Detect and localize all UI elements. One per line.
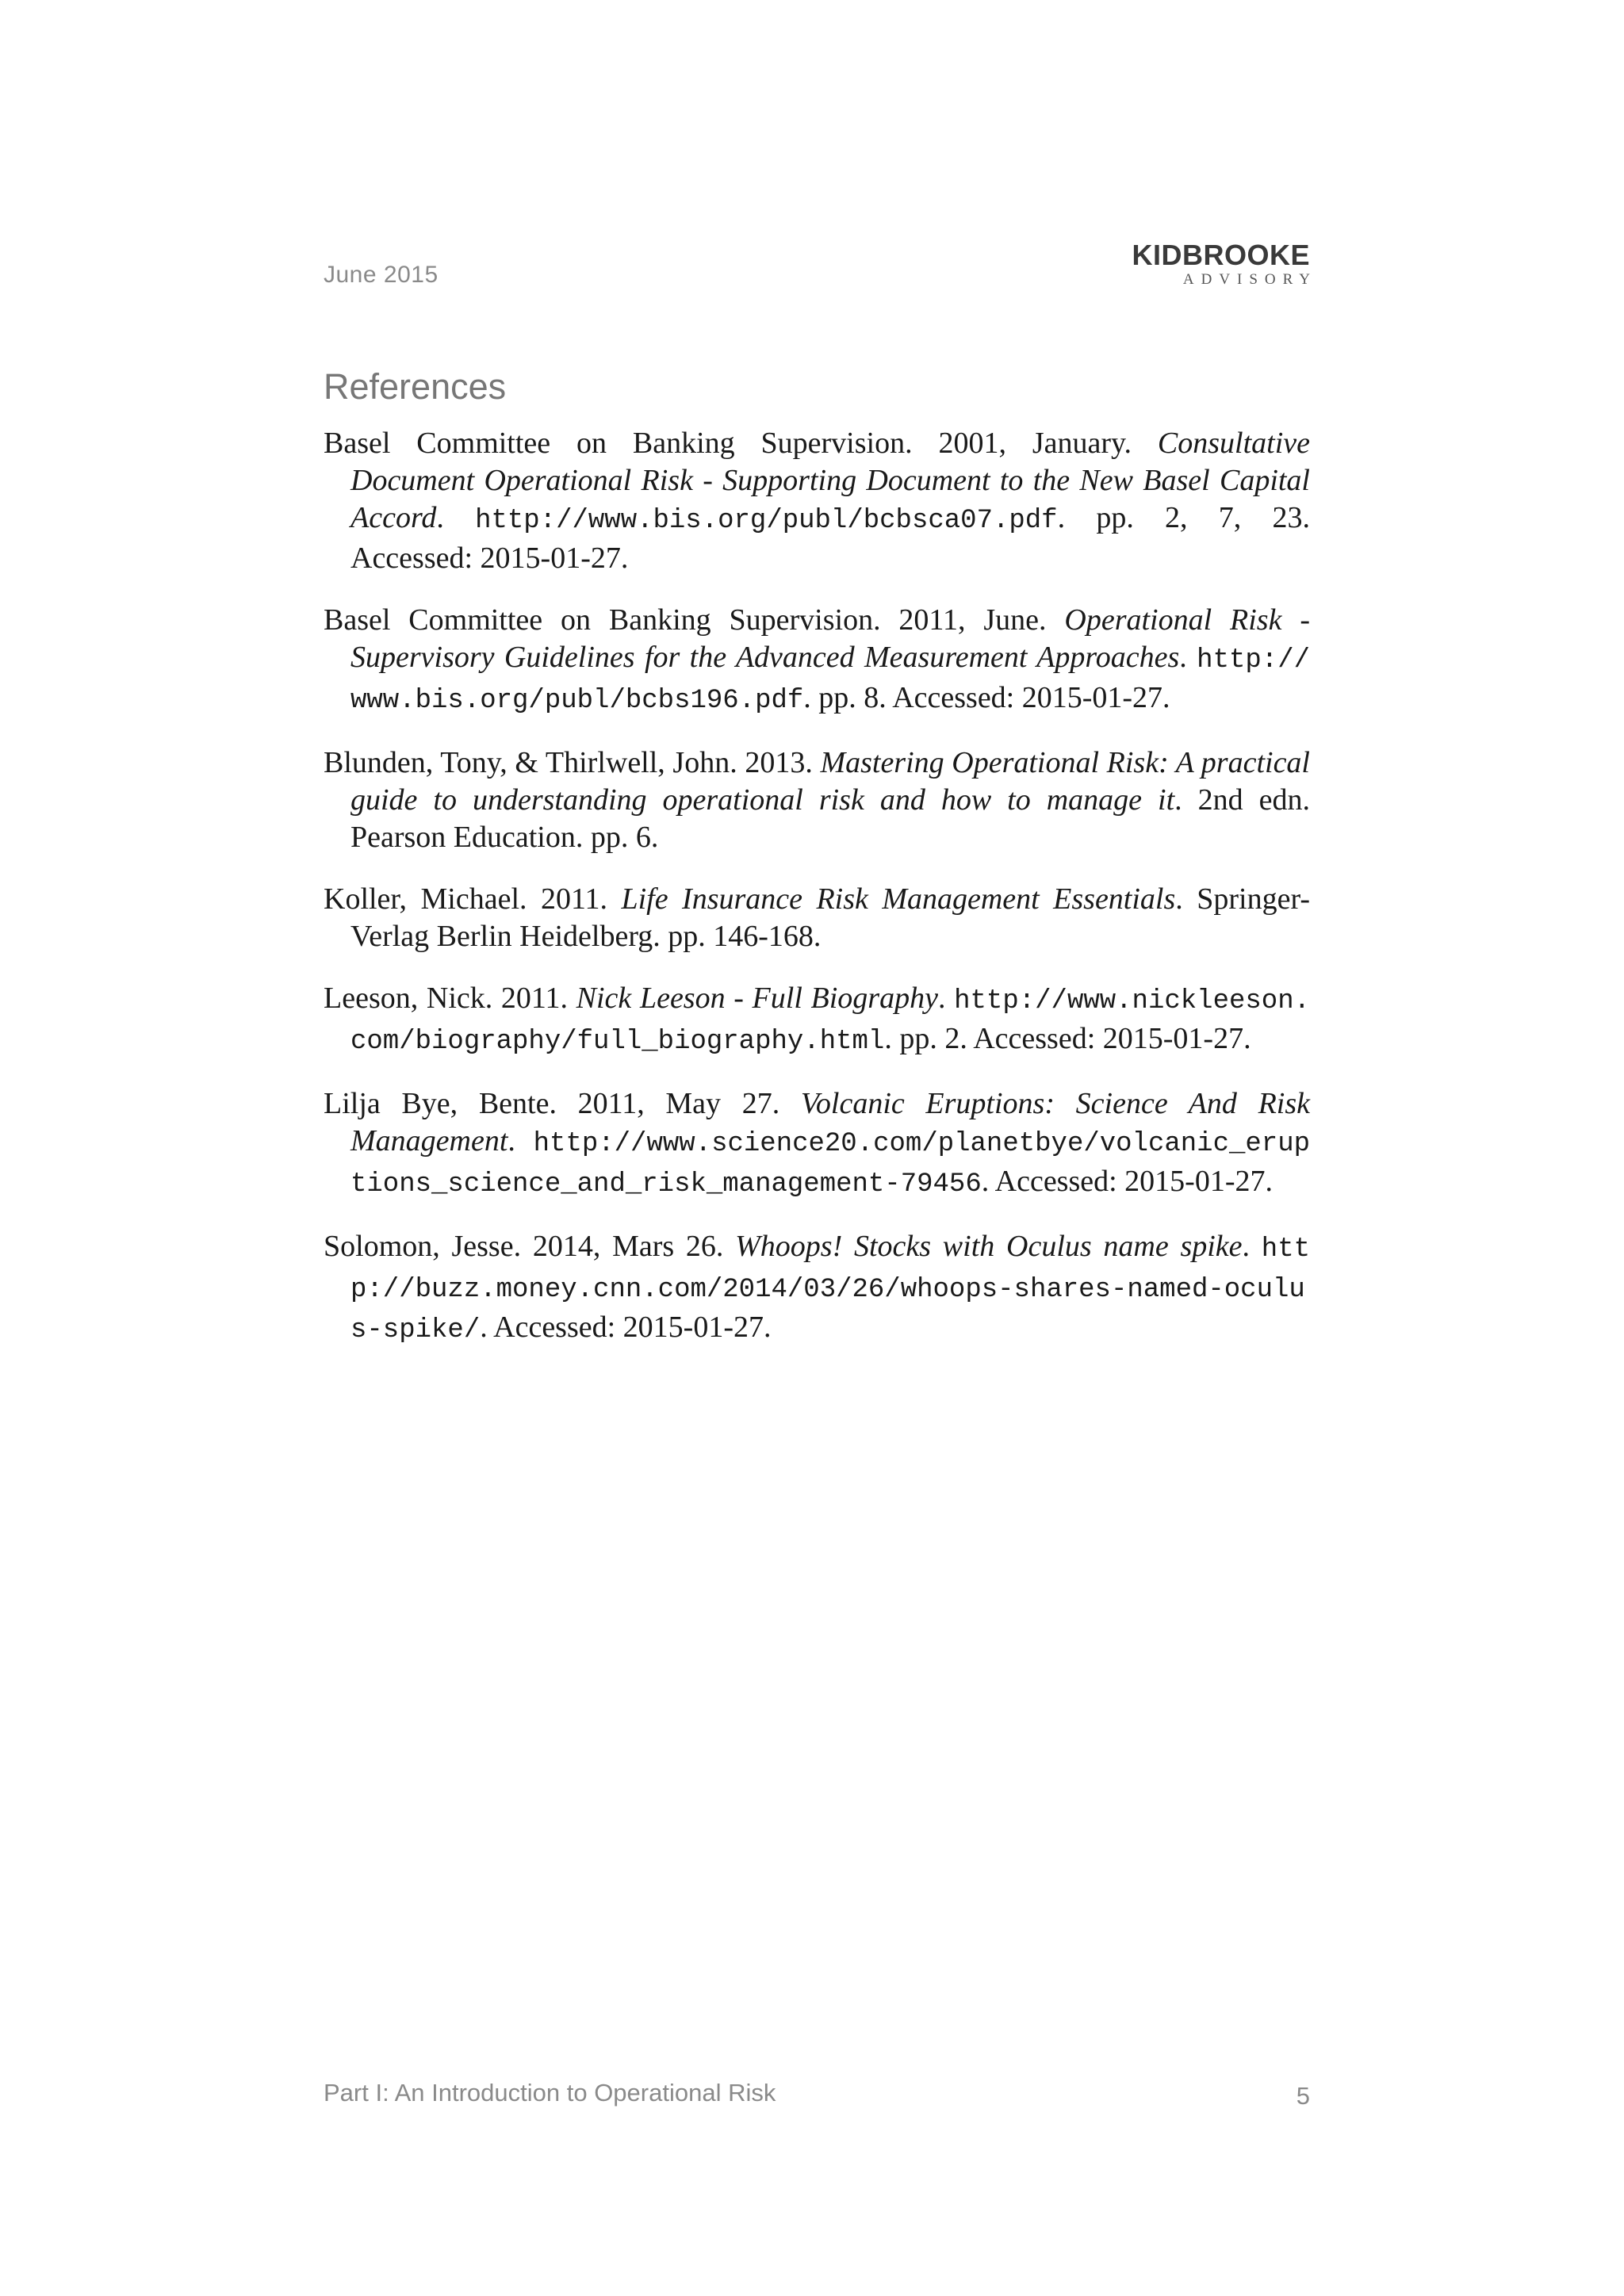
logo-wordmark: KIDBROOKE	[1132, 239, 1310, 271]
reference-title: Nick Leeson - Full Biography	[576, 982, 938, 1015]
reference-lead: Koller, Michael. 2011.	[324, 882, 622, 916]
footer-title: Part I: An Introduction to Operational Risk	[324, 2079, 776, 2107]
section-title: References	[324, 366, 507, 407]
reference-url[interactable]: http://buzz.money.cnn.com/2014/03/26/whoops-shares-named-oculus-spike/	[350, 1234, 1311, 1345]
reference-item	[324, 602, 1310, 720]
reference-lead: Solomon, Jesse. 2014, Mars 26.	[324, 1230, 736, 1263]
reference-tail: . pp. 2, 7, 23. Accessed: 2015-01-27.	[350, 501, 1311, 575]
reference-mid: .	[1242, 1230, 1262, 1263]
reference-url[interactable]: http://www.nickleeson.com/biography/full_biography.html	[350, 986, 1310, 1057]
reference-lead: Leeson, Nick. 2011.	[324, 982, 576, 1015]
reference-url[interactable]: http://www.science20.com/planetbye/volcanic_eruptions_science_and_risk_management-79456	[350, 1129, 1310, 1200]
reference-item	[324, 1228, 1310, 1349]
reference-title: Whoops! Stocks with Oculus name spike	[735, 1230, 1243, 1263]
reference-mid: .	[1179, 641, 1197, 674]
reference-list	[324, 425, 1310, 1374]
reference-item	[324, 1085, 1310, 1203]
reference-tail: . Accessed: 2015-01-27.	[480, 1311, 772, 1344]
reference-lead: Lilja Bye, Bente. 2011, May 27.	[324, 1087, 801, 1120]
header-date: June 2015	[324, 262, 439, 288]
reference-mid: .	[937, 982, 955, 1015]
reference-item	[324, 425, 1310, 577]
reference-title: Volcanic Eruptions: Science And Risk Management	[350, 1087, 1310, 1158]
company-logo	[1104, 239, 1317, 289]
reference-tail: . pp. 8. Accessed: 2015-01-27.	[803, 681, 1170, 714]
reference-lead: Blunden, Tony, & Thirlwell, John. 2013.	[324, 746, 821, 779]
reference-tail: . Accessed: 2015-01-27.	[981, 1165, 1273, 1198]
logo-subtitle: ADVISORY	[1182, 271, 1317, 288]
reference-mid: .	[436, 501, 476, 534]
reference-title: Life Insurance Risk Management Essentials	[621, 882, 1176, 916]
page-number: 5	[1296, 2082, 1310, 2110]
reference-item	[324, 980, 1310, 1061]
reference-url[interactable]: http://www.bis.org/publ/bcbsca07.pdf	[475, 506, 1058, 536]
reference-mid: . 2nd edn. Pearson Education. pp. 6.	[350, 783, 1310, 854]
reference-mid: .	[508, 1124, 534, 1158]
reference-url[interactable]: http://www.bis.org/publ/bcbs196.pdf	[350, 645, 1310, 716]
reference-item	[324, 744, 1310, 856]
reference-tail: . pp. 2. Accessed: 2015-01-27.	[884, 1022, 1251, 1055]
reference-item	[324, 881, 1310, 955]
reference-title: Mastering Operational Risk: A practical guide to understanding operational risk and how to manage it	[350, 746, 1310, 817]
reference-title: Operational Risk - Supervisory Guidelines for the Advanced Measurement Approaches	[350, 603, 1310, 674]
reference-lead: Basel Committee on Banking Supervision. 2011, June.	[324, 603, 1065, 637]
reference-mid: . Springer-Verlag Berlin Heidelberg. pp. 146-168.	[350, 882, 1310, 953]
reference-lead: Basel Committee on Banking Supervision. 2001, January.	[324, 427, 1158, 460]
reference-title: Consultative Document Operational Risk - Supporting Document to the New Basel Capital Accord	[350, 427, 1310, 534]
